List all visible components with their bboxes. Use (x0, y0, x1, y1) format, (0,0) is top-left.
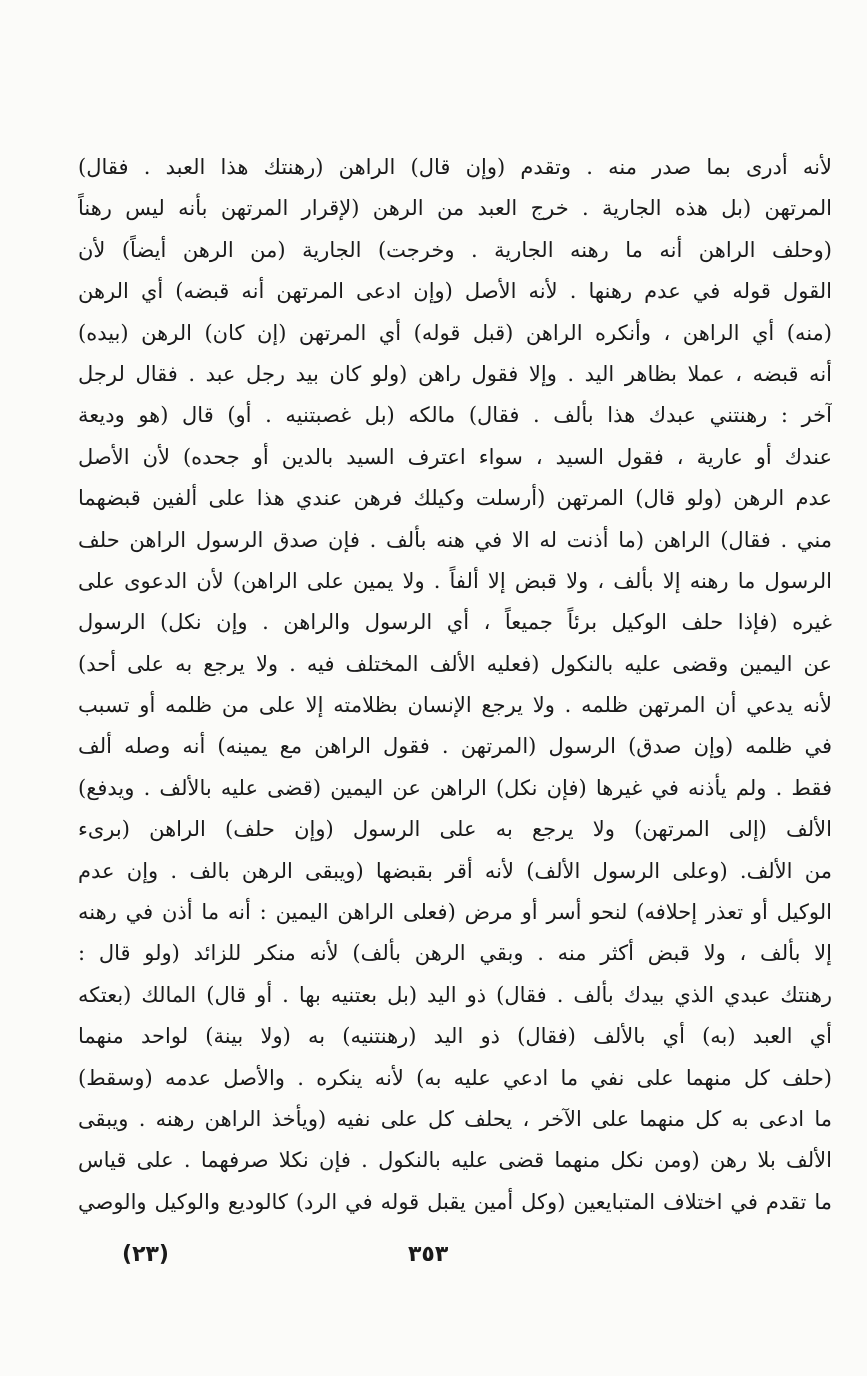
text-line: المرتهن (بل هذه الجارية . خرج العبد من الرهن (لإقرار المرتهن بأنه ليس رهناً (78, 196, 832, 221)
text-line: من الألف. (وعلى الرسول الألف) لأنه أقر بقبضها (ويبقى الرهن بالف . وإن عدم (78, 858, 832, 883)
text-line: غيره (فإذا حلف الوكيل برئاً جميعاً ، أي الرسول والراهن . وإن نكل) الرسول (78, 610, 832, 635)
text-line: مني . فقال) الراهن (ما أذنت له الا في هنه بألف . فإن صدق الرسول الراهن حلف (78, 527, 832, 552)
text-line: لأنه أدرى بما صدر منه . وتقدم (وإن قال) الراهن (رهنتك هذا العبد . فقال) (78, 155, 832, 179)
text-line: أنه قبضه ، عملا بظاهر اليد . وإلا فقول راهن (ولو كان بيد رجل عبد . فقال لرجل (78, 361, 832, 386)
text-line: الرسول ما رهنه إلا بألف ، ولا قبض إلا ألفاً . ولا يمين على الراهن) لأن الدعوى على (78, 568, 832, 593)
text-line: في ظلمه (وإن صدق) الرسول (المرتهن . فقول الراهن مع يمينه) أنه وصله ألف (78, 734, 832, 759)
text-line: فقط . ولم يأذنه في غيرها (فإن نكل) الراهن عن اليمين (قضى عليه بالألف . ويدفع) (78, 775, 832, 800)
text-line: الألف بلا رهن (ومن نكل منهما قضى عليه بالنكول . فإن نكلا صرفهما . على قياس (78, 1148, 832, 1173)
text-line: (منه) أي الراهن ، وأنكره الراهن (قبل قوله) أي المرتهن (إن كان) الرهن (بيده) (78, 320, 832, 345)
text-line: (وحلف الراهن أنه ما رهنه الجارية . وخرجت) الجارية (من الرهن أيضاً) لأن (78, 237, 832, 262)
text-line: آخر : رهنتني عبدك هذا بألف . فقال) مالكه (بل غصبتنيه . أو) قال (هو وديعة (78, 403, 832, 428)
page-footer (0, 1242, 867, 1282)
text-line: رهنتك عبدي الذي بيدك بألف . فقال) ذو اليد (بل بعتنيه بها . أو قال) المالك (بعتكه (78, 982, 832, 1007)
text-line: ما تقدم في اختلاف المتبايعين (وكل أمين يقبل قوله في الرد) كالوديع والوكيل والوصي (78, 1189, 832, 1214)
text-line: الألف (إلى المرتهن) ولا يرجع به على الرسول (وإن حلف) الراهن (برىء (78, 817, 832, 842)
body-text (78, 147, 832, 1223)
text-line: لأنه يدعي أن المرتهن ظلمه . ولا يرجع الإنسان بظلامته إلا على من ظلمه أو تسبب (78, 693, 832, 718)
section-number: (٢٣) (122, 1242, 169, 1267)
text-line: عدم الرهن (ولو قال) المرتهن (أرسلت وكيلك فرهن عندي هذا على ألفين قبضهما (78, 486, 832, 511)
text-line: إلا بألف ، ولا قبض أكثر منه . وبقي الرهن بألف) لأنه منكر للزائد (ولو قال : (78, 941, 832, 966)
text-line: الوكيل أو تعذر إحلافه) لنحو أسر أو مرض (فعلى الراهن اليمين : أنه ما أذن في رهنه (78, 900, 832, 925)
text-line: عندك أو عارية ، فقول السيد ، سواء اعترف السيد بالدين أو جحده) لأن الأصل (78, 444, 832, 469)
text-line: القول قوله في عدم رهنها . لأنه الأصل (وإن ادعى المرتهن أنه قبضه) أي الرهن (78, 279, 832, 304)
text-line: عن اليمين وقضى عليه بالنكول (فعليه الألف المختلف فيه . ولا يرجع به على أحد) (78, 651, 832, 676)
text-line: ما ادعى به كل منهما على الآخر ، يحلف كل على نفيه (ويأخذ الراهن رهنه . ويبقى (78, 1106, 832, 1131)
text-line: (حلف كل منهما على نفي ما ادعي عليه به) لأنه ينكره . والأصل عدمه (وسقط) (78, 1065, 832, 1090)
text-line: أي العبد (به) أي بالألف (فقال) ذو اليد (رهنتنيه) به (ولا بينة) لواحد منهما (78, 1024, 832, 1049)
page-number: ٣٥٣ (408, 1242, 449, 1267)
